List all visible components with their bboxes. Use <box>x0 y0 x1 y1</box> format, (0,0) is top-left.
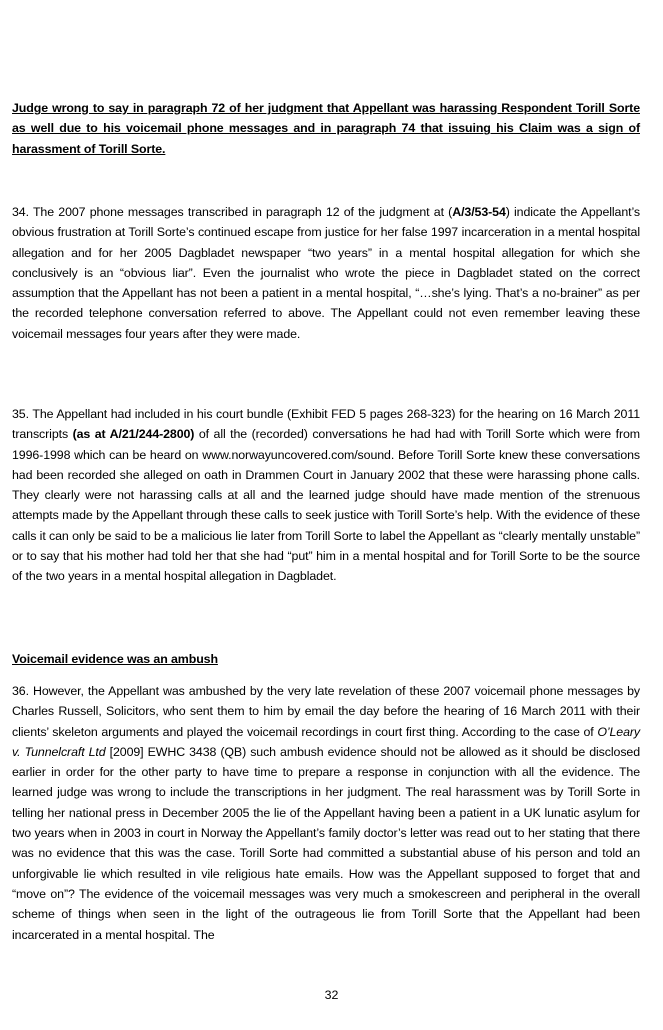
paragraph-35-text-b: of all the (recorded) conversations he had had with Torill Sorte which were from 1996-1998 which can be heard on www.norwayuncovered.com/sound. Before Torill Sorte knew these conversations had been recorded she alleged on oath in Drammen Court in January 2002 that these were harassing phone calls. They clearly were not harassing calls at all and the learned judge should have made mention of the strenuous attempts made by the Appellant through these calls to seek justice with Torill Sorte’s help. With the evidence of these calls it can only be said to be a malicious lie later from Torill Sorte to label the Appellant as “clearly mentally unstable” or to say that his mother had told her that she had “put” him in a mental hospital and for Torill Sorte to be the source of the two years in a mental hospital allegation in Dagbladet. <box>12 427 641 584</box>
paragraph-35 <box>12 404 640 587</box>
paragraph-35-reference: (as at A/21/244-2800) <box>72 427 195 442</box>
paragraph-34-text-b: ) indicate the Appellant’s obvious frustration at Torill Sorte’s continued escape from justice for her false 1997 incarceration in a mental hospital allegation and for her 2005 Dagbladet newspaper “two years” in a mental hospital allegation for which she conclusively is an “obvious liar”. Even the journalist who wrote the piece in Dagbladet stated on the correct assumption that the Appellant has not been a patient in a mental hospital, “…she’s lying. That’s a no-brainer” as per the recorded telephone conversation referred to above. The Appellant could not even remember leaving these voicemail messages four years after they were made. <box>12 205 641 341</box>
paragraph-36-case-name: O’Leary v. Tunnelcraft Ltd <box>12 724 640 759</box>
paragraph-36 <box>12 681 640 945</box>
paragraph-34 <box>12 202 640 344</box>
paragraph-36-text-b: [2009] EWHC 3438 (QB) such ambush evidence should not be allowed as it should be disclosed earlier in order for the other party to have time to prepare a response in conjunction with all the evidence. The learned judge was wrong to include the transcriptions in her judgment. The real harassment was by Torill Sorte in telling her national press in December 2005 the lie of the Appellant having been a patient in a UK lunatic asylum for two years when in 2003 in court in Norway the Appellant’s family doctor’s letter was read out to her stating that there was no evidence that this was the case. Torill Sorte had committed a substantial abuse of his person and told an unforgivable lie which resulted in vile religious hate emails. How was the Appellant supposed to forget that and “move on”? The evidence of the voicemail messages was very much a smokescreen and peripheral in the overall scheme of things when seen in the light of the outrageous lie from Torill Sorte that the Appellant had been incarcerated in a mental hospital. The <box>12 744 640 942</box>
voicemail-subheading: Voicemail evidence was an ambush <box>12 652 218 666</box>
paragraph-36-text-a: 36. However, the Appellant was ambushed by the very late revelation of these 2007 voicemail phone messages by Charles Russell, Solicitors, who sent them to him by email the day before the hearing of 16 March 2011 with their clients’ skeleton arguments and played the voicemail recordings in court first thing. According to the case of <box>12 684 640 739</box>
page-number: 32 <box>324 988 339 1002</box>
paragraph-34-reference: A/3/53-54 <box>452 205 506 219</box>
section-heading: Judge wrong to say in paragraph 72 of her judgment that Appellant was harassing Respondent Torill Sorte as well due to his voicemail phone messages and in paragraph 74 that issuing his Claim was a sign of harassment of Torill Sorte. <box>12 101 640 156</box>
paragraph-35-text-a: 35. The Appellant had included in his court bundle (Exhibit FED 5 pages 268-323) for the hearing on 16 March 2011 transcripts <box>12 407 640 442</box>
paragraph-34-text-a: 34. The 2007 phone messages transcribed in paragraph 12 of the judgment at ( <box>12 205 453 219</box>
